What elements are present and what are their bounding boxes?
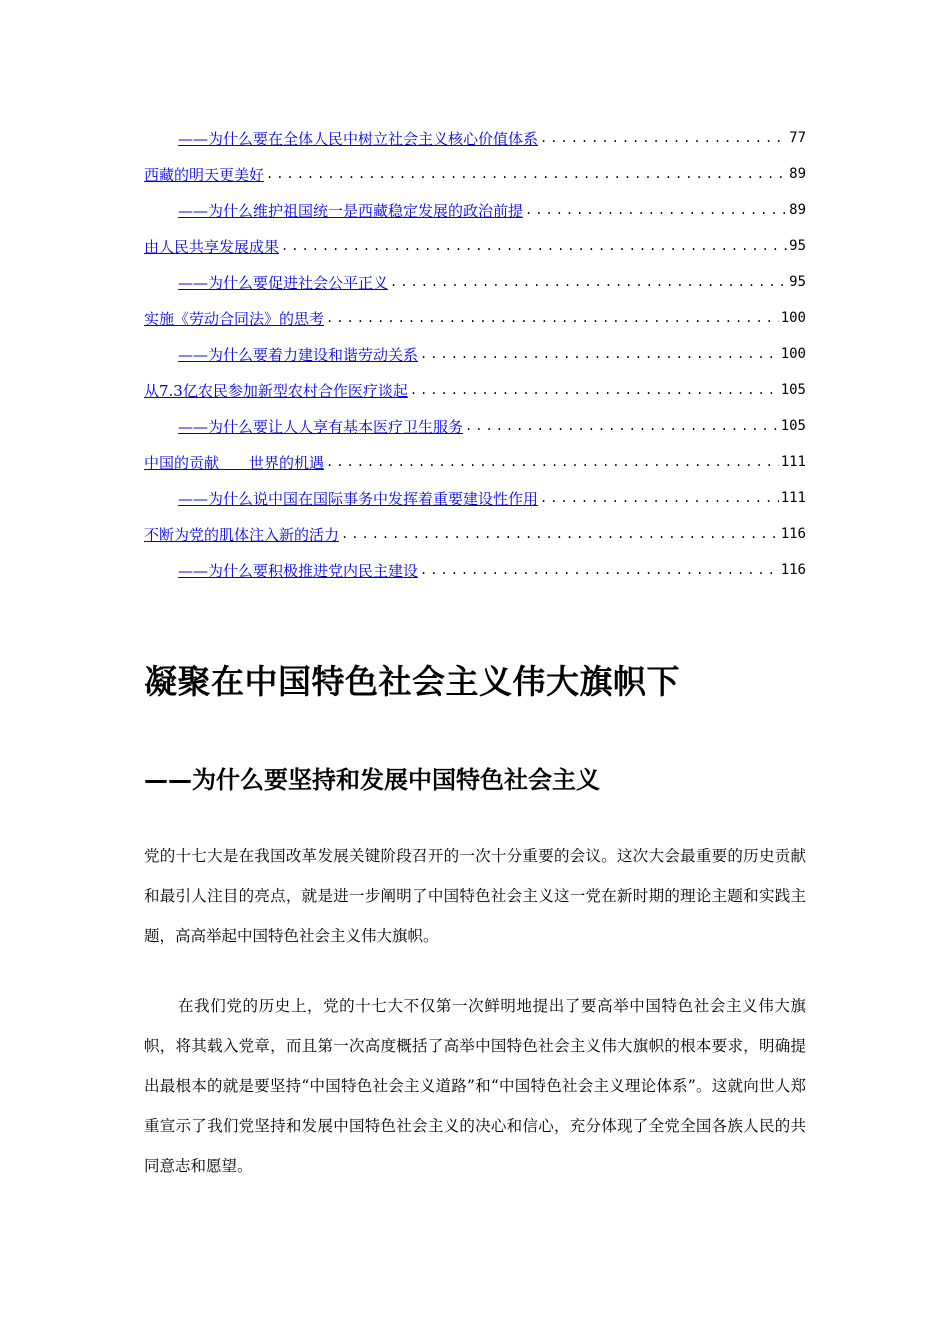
toc-entry	[144, 444, 806, 480]
toc-page-number: 111	[780, 490, 806, 506]
article-title: 凝聚在中国特色社会主义伟大旗帜下	[144, 662, 680, 701]
toc-leader-dots	[525, 203, 787, 217]
toc-link[interactable]: ——为什么说中国在国际事务中发挥着重要建设性作用	[178, 489, 539, 508]
toc-page-number: 89	[789, 166, 806, 182]
toc-entry	[144, 336, 806, 372]
toc-page-number: 89	[789, 202, 806, 218]
toc-entry	[144, 480, 806, 516]
toc-entry	[144, 552, 806, 588]
toc-link[interactable]: ——为什么要着力建设和谐劳动关系	[178, 345, 419, 364]
body-paragraph: 党的十七大是在我国改革发展关键阶段召开的一次十分重要的会议。这次大会最重要的历史贡献和最引人注目的亮点，就是进一步阐明了中国特色社会主义这一党在新时期的理论主题和实践主题，高高举起中国特色社会主义伟大旗帜。	[144, 847, 806, 945]
toc-leader-dots	[540, 131, 787, 145]
toc-page-number: 105	[780, 382, 806, 398]
toc-leader-dots	[390, 275, 787, 289]
table-of-contents	[144, 120, 806, 588]
toc-leader-dots	[341, 527, 779, 541]
toc-page-number: 105	[780, 418, 806, 434]
article-subtitle: ——为什么要坚持和发展中国特色社会主义	[144, 766, 600, 794]
toc-leader-dots	[420, 347, 779, 361]
body-paragraph: 在我们党的历史上，党的十七大不仅第一次鲜明地提出了要高举中国特色社会主义伟大旗帜，将其载入党章，而且第一次高度概括了高举中国特色社会主义伟大旗帜的根本要求，明确提出最根本的就是要坚持“中国特色社会主义道路”和“中国特色社会主义理论体系”。这就向世人郑重宣示了我们党坚持和发展中国特色社会主义的决心和信心，充分体现了全党全国各族人民的共同意志和愿望。	[144, 997, 806, 1175]
toc-link[interactable]: ——为什么要促进社会公平正义	[178, 273, 389, 292]
toc-entry	[144, 300, 806, 336]
toc-link[interactable]: ——为什么维护祖国统一是西藏稳定发展的政治前提	[178, 201, 524, 220]
toc-page-number: 116	[780, 562, 806, 578]
toc-link[interactable]: 由人民共享发展成果	[144, 237, 280, 256]
toc-leader-dots	[281, 239, 787, 253]
toc-link[interactable]: ——为什么要积极推进党内民主建设	[178, 561, 419, 580]
toc-entry	[144, 120, 806, 156]
toc-page-number: 116	[780, 526, 806, 542]
toc-entry	[144, 516, 806, 552]
toc-leader-dots	[266, 167, 787, 181]
toc-page-number: 77	[789, 130, 806, 146]
toc-link[interactable]: 从7.3亿农民参加新型农村合作医疗谈起	[144, 381, 408, 400]
toc-page-number: 95	[789, 274, 806, 290]
toc-entry	[144, 408, 806, 444]
toc-entry	[144, 372, 806, 408]
toc-leader-dots	[326, 455, 779, 469]
toc-link[interactable]: 西藏的明天更美好	[144, 165, 265, 184]
toc-page-number: 95	[789, 238, 806, 254]
toc-link[interactable]: ——为什么要在全体人民中树立社会主义核心价值体系	[178, 129, 539, 148]
toc-link[interactable]: 不断为党的肌体注入新的活力	[144, 525, 340, 544]
toc-leader-dots	[326, 311, 779, 325]
toc-entry	[144, 264, 806, 300]
toc-entry	[144, 156, 806, 192]
toc-leader-dots	[410, 383, 779, 397]
toc-leader-dots	[540, 491, 779, 505]
toc-entry	[144, 192, 806, 228]
toc-page-number: 100	[780, 310, 806, 326]
toc-page-number: 100	[780, 346, 806, 362]
toc-entry	[144, 228, 806, 264]
toc-link[interactable]: 实施《劳动合同法》的思考	[144, 309, 325, 328]
toc-link[interactable]: ——为什么要让人人享有基本医疗卫生服务	[178, 417, 464, 436]
toc-leader-dots	[465, 419, 779, 433]
toc-leader-dots	[420, 563, 779, 577]
toc-page-number: 111	[780, 454, 806, 470]
toc-link[interactable]: 中国的贡献 世界的机遇	[144, 453, 325, 472]
